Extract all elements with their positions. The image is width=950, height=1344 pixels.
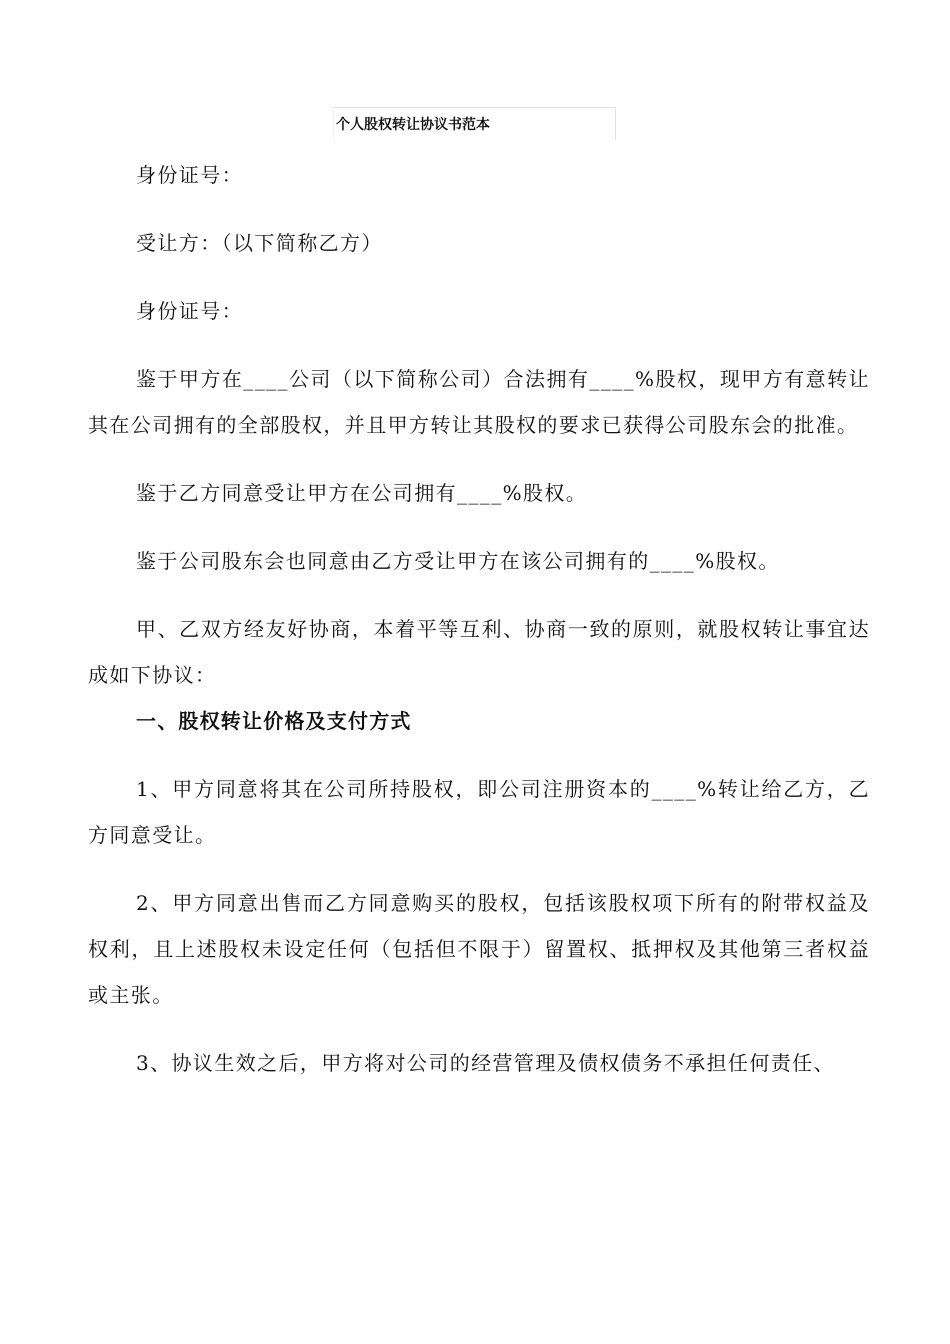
recital-paragraph-2: 鉴于乙方同意受让甲方在公司拥有____%股权。 — [136, 481, 588, 505]
buyer-id-number-line: 身份证号： — [136, 299, 243, 323]
recital-paragraph-3: 鉴于公司股东会也同意由乙方受让甲方在该公司拥有的____%股权。 — [136, 549, 780, 573]
transferee-line: 受让方：（以下简称乙方） — [136, 231, 383, 255]
document-title: 个人股权转让协议书范本 — [336, 117, 490, 133]
document-body — [88, 152, 870, 1086]
agreement-intro-paragraph: 甲、乙双方经友好协商，本着平等互利、协商一致的原则，就股权转让事宜达成如下协议： — [88, 617, 870, 687]
seller-id-number-line: 身份证号： — [136, 163, 243, 187]
clause-1-3: 3、协议生效之后，甲方将对公司的经营管理及债权债务不承担任何责任、 — [136, 1051, 835, 1075]
clause-1-2: 2、甲方同意出售而乙方同意购买的股权，包括该股权项下所有的附带权益及权利，且上述股权未设定任何（包括但不限于）留置权、抵押权及其他第三者权益或主张。 — [88, 891, 870, 1007]
recital-paragraph-1: 鉴于甲方在____公司（以下简称公司）合法拥有____%股权，现甲方有意转让其在公司拥有的全部股权，并且甲方转让其股权的要求已获得公司股东会的批准。 — [88, 367, 870, 437]
section-heading-1: 一、股权转让价格及支付方式 — [136, 709, 412, 733]
clause-1-1: 1、甲方同意将其在公司所持股权，即公司注册资本的____%转让给乙方，乙方同意受让。 — [88, 777, 870, 847]
title-box — [333, 107, 616, 140]
